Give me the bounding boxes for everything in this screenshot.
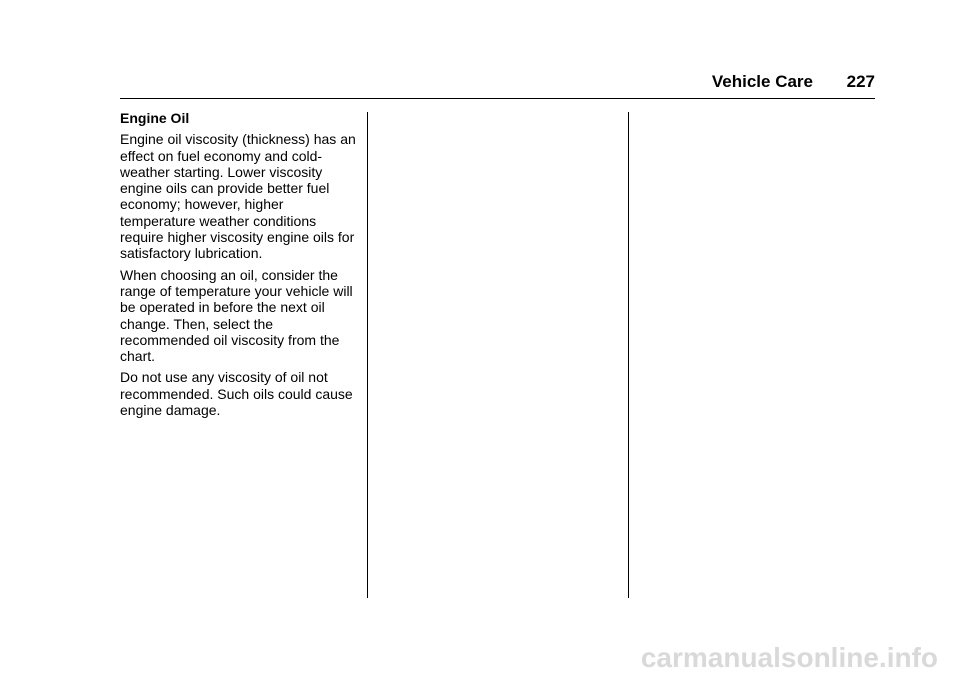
paragraph: Engine oil viscosity (thickness) has an effect on fuel economy and cold-weather starting. Lower viscosity engine oils can provide better fuel economy; however, higher temperature weather conditions require higher viscosity engine oils for satisfactory lubrication. <box>120 131 356 262</box>
section-heading: Engine Oil <box>120 110 190 126</box>
text-column <box>120 110 358 423</box>
column-divider <box>367 112 368 598</box>
page-header <box>120 70 875 99</box>
paragraph: When choosing an oil, consider the range of temperature your vehicle will be operated in before the next oil change. Then, select the recommended oil viscosity from the chart. <box>120 266 353 365</box>
section-title: Vehicle Care <box>711 72 813 91</box>
paragraph: Do not use any viscosity of oil not recommended. Such oils could cause engine damage. <box>120 369 353 419</box>
watermark: carmanualsonline.info <box>640 642 938 673</box>
column-divider <box>628 112 629 598</box>
page-number: 227 <box>846 72 875 91</box>
